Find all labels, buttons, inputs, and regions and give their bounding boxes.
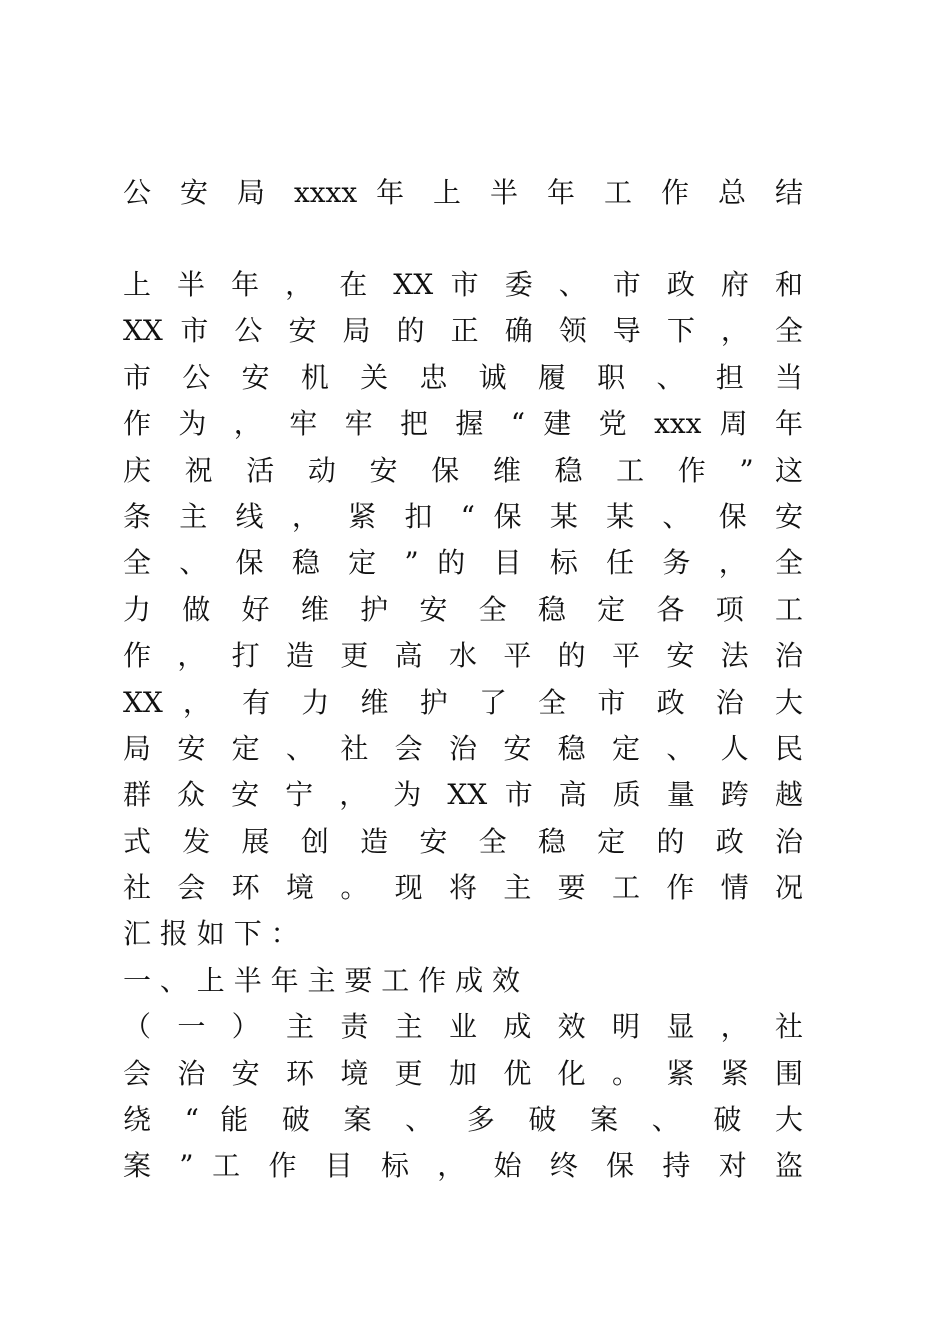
body-line-4: 作 为 ， 牢 牢 把 握 “ 建 党 xxx 周 年 (123, 407, 803, 441)
body-line-6: 条 主 线 ， 紧 扣 “ 保 某 某 、 保 安 (123, 499, 803, 533)
document-title: 公 安 局 xxxx 年 上 半 年 工 作 总 结 (123, 176, 803, 209)
body-line-1: 上 半 年 ， 在 XX 市 委 、 市 政 府 和 (123, 268, 803, 301)
body-line-17: （ 一 ） 主 责 主 业 成 效 明 显 ， 社 (123, 1010, 803, 1044)
body-line-15: 汇 报 如 下 ： (123, 917, 299, 951)
section-heading: 一 、 上 半 年 主 要 工 作 成 效 (123, 963, 521, 997)
body-line-12: 群 众 安 宁 ， 为 XX 市 高 质 量 跨 越 (123, 778, 803, 812)
body-line-5: 庆 祝 活 动 安 保 维 稳 工 作 ” 这 (123, 453, 803, 487)
document-body (123, 262, 803, 1190)
body-line-8: 力 做 好 维 护 安 全 稳 定 各 项 工 (123, 592, 803, 626)
body-line-19: 绕 “ 能 破 案 、 多 破 案 、 破 大 (123, 1103, 803, 1137)
body-line-13: 式 发 展 创 造 安 全 稳 定 的 政 治 (123, 824, 803, 858)
body-line-11: 局 安 定 、 社 会 治 安 稳 定 、 人 民 (123, 731, 803, 765)
body-line-18: 会 治 安 环 境 更 加 优 化 。 紧 紧 围 (123, 1056, 803, 1090)
body-line-3: 市 公 安 机 关 忠 诚 履 职 、 担 当 (123, 360, 803, 394)
body-line-20: 案 ” 工 作 目 标 ， 始 终 保 持 对 盗 (123, 1149, 803, 1183)
body-line-2: XX 市 公 安 局 的 正 确 领 导 下 ， 全 (123, 314, 803, 348)
body-line-9: 作 ， 打 造 更 高 水 平 的 平 安 法 治 (123, 639, 803, 673)
body-line-14: 社 会 环 境 。 现 将 主 要 工 作 情 况 (123, 871, 803, 905)
body-line-10: XX ， 有 力 维 护 了 全 市 政 治 大 (123, 685, 803, 719)
body-line-7: 全 、 保 稳 定 ” 的 目 标 任 务 ， 全 (123, 546, 803, 580)
